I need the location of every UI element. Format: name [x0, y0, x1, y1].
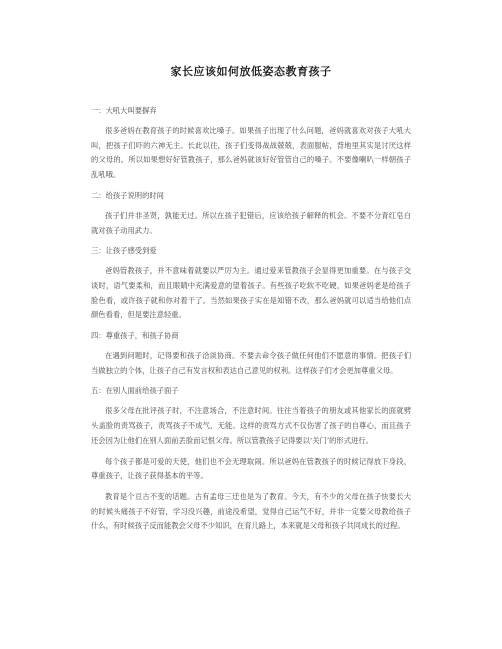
section-heading: 四：尊重孩子，和孩子协商 [91, 331, 179, 341]
section-heading: 一：大吼大叫要摒弃 [91, 106, 157, 115]
section-paragraph: 在遇到问题时，记得要和孩子洽谈协商。不要去命令孩子做任何他们不愿意的事情。把孩子们当做独立的个体，让孩子自己有发言权和表达自己意见的权利。这样孩子们才会更加尊重父母。 [91, 351, 411, 375]
section-paragraph: 很多爸妈在教育孩子的时候喜欢比嗓子。如果孩子出现了什么问题，爸妈就喜欢对孩子大吼大叫，把孩子们吓的六神无主。长此以往，孩子们变得战战兢兢，表面服帖，背地里其实是讨厌这样的父母的。所以如果想好好管教孩子，那么爸妈就该好好管管自己的嗓子。不要像喇叭一样朝孩子乱吼哦。 [91, 126, 411, 180]
section-1 [91, 106, 411, 183]
section-paragraph: 教育是个亘古不变的话题。古有孟母三迁也是为了教育。今天，有不少的父母在孩子快要长大的时候头痛孩子不好管，学习没兴趣，前途没希望，觉得自己运气不好，并非一定要父母教给孩子什么，有时候孩子反而能教会父母不少知识，在育儿路上，本来就是父母和孩子共同成长的过程。 [91, 491, 411, 531]
section-paragraph: 每个孩子都是可爱的天使，他们也不会无理取闹。所以爸妈在管教孩子的时候记得放下身段，尊重孩子，让孩子获得基本的平等。 [91, 456, 411, 481]
section-paragraph: 很多父母在批评孩子时，不注意场合，不注意时间。往往当着孩子的朋友或其他家长的面就劈头盖脸的责骂孩子，责骂孩子不成气，无能。这样的责骂方式不仅伤害了孩子的自尊心，而且孩子还会因为让他们在别人面前丢脸而记恨父母。所以管教孩子记得要以‘关门’的形式进行。 [91, 406, 411, 445]
section-paragraph: 爸妈管教孩子，并不意味着就要以严厉为主。通过爱来管教孩子会显得更加重要。在与孩子交谈时，语气要柔和，而且眼睛中充满爱意的望着孩子。有些孩子吃软不吃硬，如果爸妈老是给孩子脸色看，或许孩子就和你对着干了。当然如果孩子实在是知错不改，那么爸妈就可以适当给他们点颜色看看，但是要注意轻重。 [91, 266, 411, 320]
document-body [91, 106, 411, 534]
section-5 [91, 386, 411, 534]
section-paragraph: 孩子们并非圣贤，孰能无过。所以在孩子犯错后，应该给孩子解释的机会。不要不分青红皂白就对孩子动用武力。 [91, 210, 411, 235]
section-3 [91, 246, 411, 323]
section-heading: 五：在别人面前给孩子面子 [91, 386, 179, 396]
section-heading: 二：给孩子说明的时间 [91, 190, 164, 200]
section-heading: 三：让孩子感受到爱 [91, 246, 157, 256]
section-2 [91, 191, 411, 238]
document-title: 家长应该如何放低姿态教育孩子 [170, 65, 332, 78]
section-4 [91, 331, 411, 378]
